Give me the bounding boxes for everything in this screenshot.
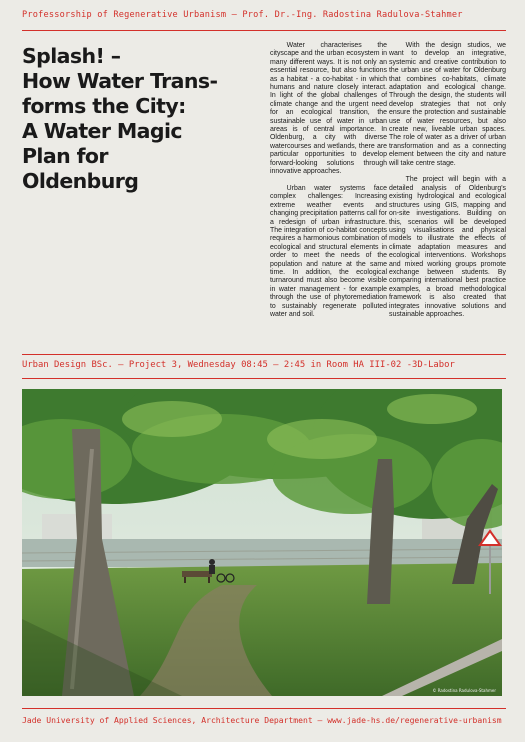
photo-credit: © Radostina Radulova-Stahmer: [432, 688, 496, 693]
body-paragraph: Water characterises the cityscape and the urban ecosystem in many different ways. It is not only an essential resource, but also functions as a habitat - a co-habitat - in which humans and nature closely interact. In light of the global challenges of climate change and the urgent need for an ecological transition, the sustainable use of water in urban areas is of central importance. In Oldenburg, a city with diverse watercourses and wetlands, there are particular opportunities to develop forward-looking solutions through innovative approaches.: [270, 42, 387, 176]
footer-line: Jade University of Applied Sciences, Architecture Department — www.jade-hs.de/regenerative-urbanism: [22, 716, 502, 725]
footer-rule: [22, 708, 506, 709]
body-column-2: [389, 42, 506, 319]
body-paragraph: Urban water systems face complex challenges: Increasing extreme weather events and changing precipitation patterns call for a redesign of urban infrastructure. The integration of co-habitat concepts requires a harmonious combination of ecological and structural elements in order to meet the needs of the population and nature at the same time. In addition, the ecological turnaround must also become visible in water management - for example through the use of phytoremediation to sustainably regenerate polluted water and soil.: [270, 184, 387, 318]
body-column-1: [270, 42, 387, 319]
header-rule: [22, 30, 506, 31]
park-scene-illustration: [22, 389, 502, 696]
body-paragraph: The project will begin with a detailed analysis of Oldenburg's existing hydrological and ecological structures using GIS, mapping and on-site investigations. Building on this, scenarios will be developed using visualisations and physical models to illustrate the effects of climate adaptation measures and ecological interventions. Workshops and mixed working groups promote exchange between students. By comparing international best practice examples, a broad methodological framework is also created that integrates innovative solutions and sustainable approaches.: [389, 176, 506, 318]
info-rule-top: [22, 354, 506, 355]
info-rule-bottom: [22, 378, 506, 379]
course-info-line: Urban Design BSc. — Project 3, Wednesday 08:45 — 2:45 in Room HA III-02 -3D-Labor: [22, 360, 455, 370]
body-paragraph: With the design studios, we want to develop an integrative, systemic and creative contribution to the urban use of water for Oldenburg that combines co-habitats, climate adaptation and ecological change. Through the design, the students will develop strategies that not only ensure the protection and sustainable use of water resources, but also create new, liveable urban spaces. The role of water as a driver of urban transformation and as a connecting element between the city and nature will take centre stage.: [389, 42, 506, 167]
poster-title: Splash! – How Water Trans- forms the City: A Water Magic Plan for Oldenburg: [22, 44, 218, 193]
header-line: Professorship of Regenerative Urbanism — Prof. Dr.-Ing. Radostina Radulova-Stahmer: [22, 10, 463, 20]
site-photo: [22, 389, 502, 696]
